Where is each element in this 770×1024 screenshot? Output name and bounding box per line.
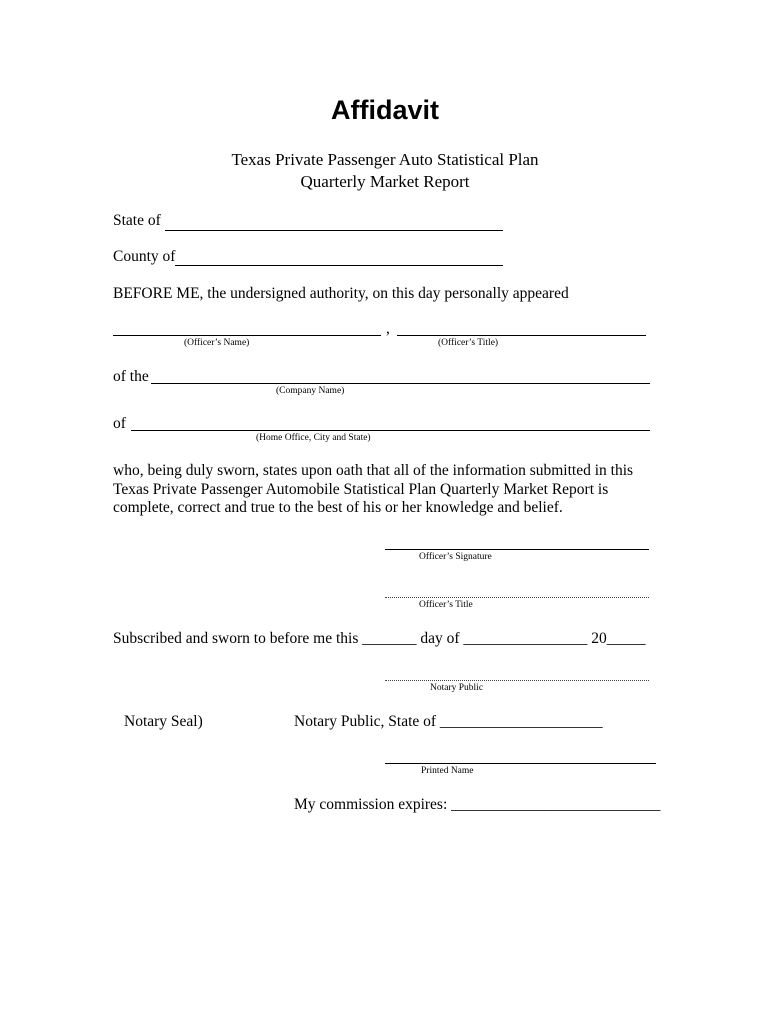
notary-public-signature-field[interactable] xyxy=(385,680,649,681)
of-label: of xyxy=(113,415,126,432)
document-subtitle-line-1: Texas Private Passenger Auto Statistical Plan xyxy=(231,150,539,169)
of-the-label: of the xyxy=(113,368,149,385)
statement-line-1: who, being duly sworn, states upon oath that all of the information submitted in this xyxy=(113,462,634,479)
officer-name-field[interactable] xyxy=(113,335,381,336)
home-office-field[interactable] xyxy=(131,430,650,431)
subscribed-sworn-text: Subscribed and sworn to before me this _______ day of ________________ 20_____ xyxy=(113,630,646,647)
document-subtitle-line-2: Quarterly Market Report xyxy=(300,172,470,191)
notary-seal-text: Notary Seal) xyxy=(124,713,203,730)
county-of-label: County of xyxy=(113,248,176,265)
county-of-field[interactable] xyxy=(175,265,503,266)
before-me-text: BEFORE ME, the undersigned authority, on this day personally appeared xyxy=(113,285,569,302)
state-of-label: State of xyxy=(113,212,161,229)
notary-public-state-text: Notary Public, State of _____________________ xyxy=(294,713,603,730)
company-name-field[interactable] xyxy=(151,383,650,384)
officer-title-signature-caption: Officer’s Title xyxy=(419,600,473,610)
statement-line-3: complete, correct and true to the best of his or her knowledge and belief. xyxy=(113,499,563,516)
officer-title-field[interactable] xyxy=(397,335,646,336)
officer-title-signature-field[interactable] xyxy=(385,597,649,598)
company-name-caption: (Company Name) xyxy=(276,386,345,396)
home-office-caption: (Home Office, City and State) xyxy=(256,433,371,443)
officer-signature-field[interactable] xyxy=(385,549,649,550)
notary-public-caption: Notary Public xyxy=(430,683,484,693)
printed-name-field[interactable] xyxy=(385,763,656,764)
comma-separator: , xyxy=(386,320,390,337)
commission-expires-text: My commission expires: ___________________________ xyxy=(294,796,661,813)
printed-name-caption: Printed Name xyxy=(421,766,474,776)
document-title: Affidavit xyxy=(331,95,439,125)
statement-line-2: Texas Private Passenger Automobile Statistical Plan Quarterly Market Report is xyxy=(113,481,609,498)
officer-name-caption: (Officer’s Name) xyxy=(184,338,250,348)
officer-title-caption: (Officer’s Title) xyxy=(438,338,499,348)
officer-signature-caption: Officer’s Signature xyxy=(419,552,492,562)
state-of-field[interactable] xyxy=(165,230,503,231)
